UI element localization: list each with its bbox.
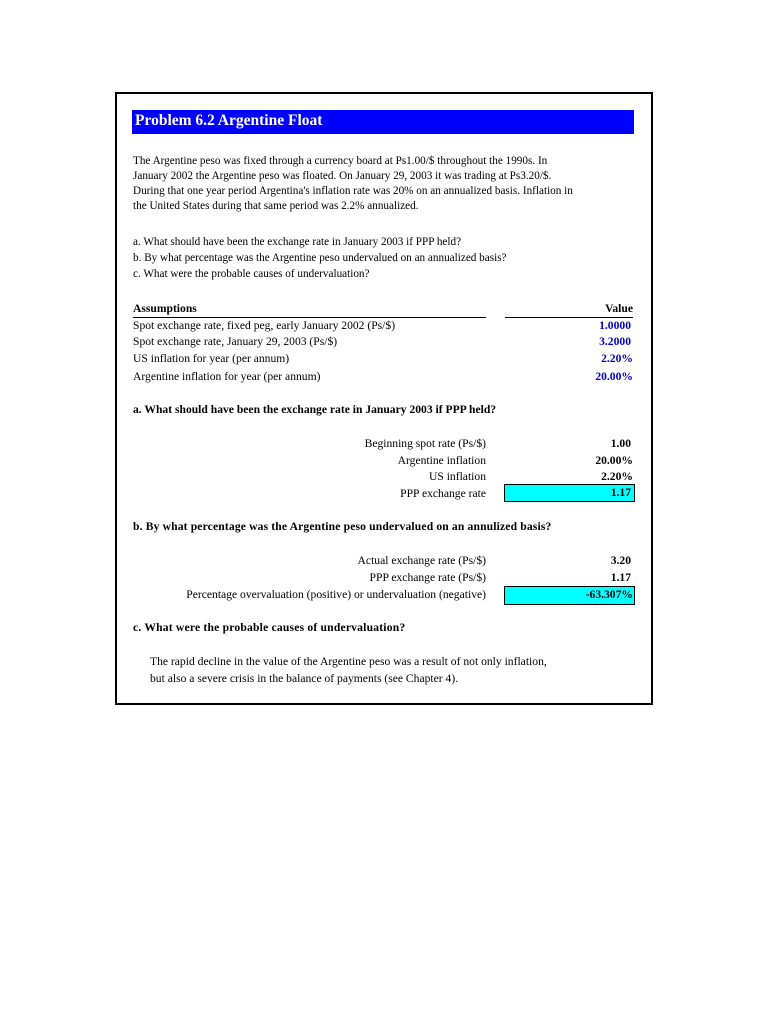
- question-b: b. By what percentage was the Argentine peso undervalued on an annualized basis?: [133, 252, 507, 264]
- assumption-value: 1.0000: [599, 319, 631, 332]
- calc-value: 3.20: [610, 554, 631, 567]
- assumption-label: Spot exchange rate, January 29, 2003 (Ps/$): [133, 335, 338, 348]
- intro-line: During that one year period Argentina's inflation rate was 20% on an annualized basis. Inflation in: [133, 185, 573, 197]
- calc-label: PPP exchange rate: [400, 487, 486, 500]
- value-underline: [505, 317, 633, 318]
- calc-value: 20.00%: [595, 454, 633, 467]
- intro-line: January 2002 the Argentine peso was floated. On January 29, 2003 it was trading at Ps3.20/$.: [133, 170, 552, 182]
- assumption-value: 3.2000: [599, 335, 631, 348]
- calc-value: 1.17: [610, 571, 631, 584]
- question-a: a. What should have been the exchange rate in January 2003 if PPP held?: [133, 236, 462, 248]
- problem-title: Problem 6.2 Argentine Float: [132, 110, 634, 134]
- assumptions-header: Assumptions: [133, 302, 197, 315]
- intro-line: the United States during that same period was 2.2% annualized.: [133, 200, 419, 212]
- calc-result-value: -63.307%: [585, 588, 633, 601]
- calc-label: Percentage overvaluation (positive) or undervaluation (negative): [186, 588, 486, 601]
- calc-label: US inflation: [428, 470, 486, 483]
- calc-label: PPP exchange rate (Ps/$): [369, 571, 486, 584]
- calc-value: 1.00: [610, 437, 631, 450]
- assumption-label: Spot exchange rate, fixed peg, early January 2002 (Ps/$): [133, 319, 396, 332]
- intro-line: The Argentine peso was fixed through a currency board at Ps1.00/$ throughout the 1990s. In: [133, 155, 548, 167]
- answer-line: The rapid decline in the value of the Argentine peso was a result of not only inflation,: [150, 655, 547, 668]
- section-c-heading: c. What were the probable causes of undervaluation?: [133, 621, 406, 634]
- question-c: c. What were the probable causes of undervaluation?: [133, 268, 370, 280]
- assumption-label: Argentine inflation for year (per annum): [133, 370, 321, 383]
- assumption-value: 2.20%: [601, 352, 633, 365]
- section-b-heading: b. By what percentage was the Argentine peso undervalued on an annulized basis?: [133, 520, 552, 533]
- assumption-label: US inflation for year (per annum): [133, 352, 290, 365]
- intro-paragraph: [133, 154, 633, 214]
- calc-label: Actual exchange rate (Ps/$): [357, 554, 486, 567]
- section-a-heading: a. What should have been the exchange rate in January 2003 if PPP held?: [133, 403, 497, 416]
- calc-value: 2.20%: [601, 470, 633, 483]
- answer-line: but also a severe crisis in the balance of payments (see Chapter 4).: [150, 672, 459, 685]
- calc-result-value: 1.17: [610, 486, 631, 499]
- calc-label: Beginning spot rate (Ps/$): [364, 437, 486, 450]
- value-header: Value: [605, 302, 633, 315]
- assumption-value: 20.00%: [595, 370, 633, 383]
- calc-label: Argentine inflation: [397, 454, 486, 467]
- assumptions-underline: [133, 317, 486, 318]
